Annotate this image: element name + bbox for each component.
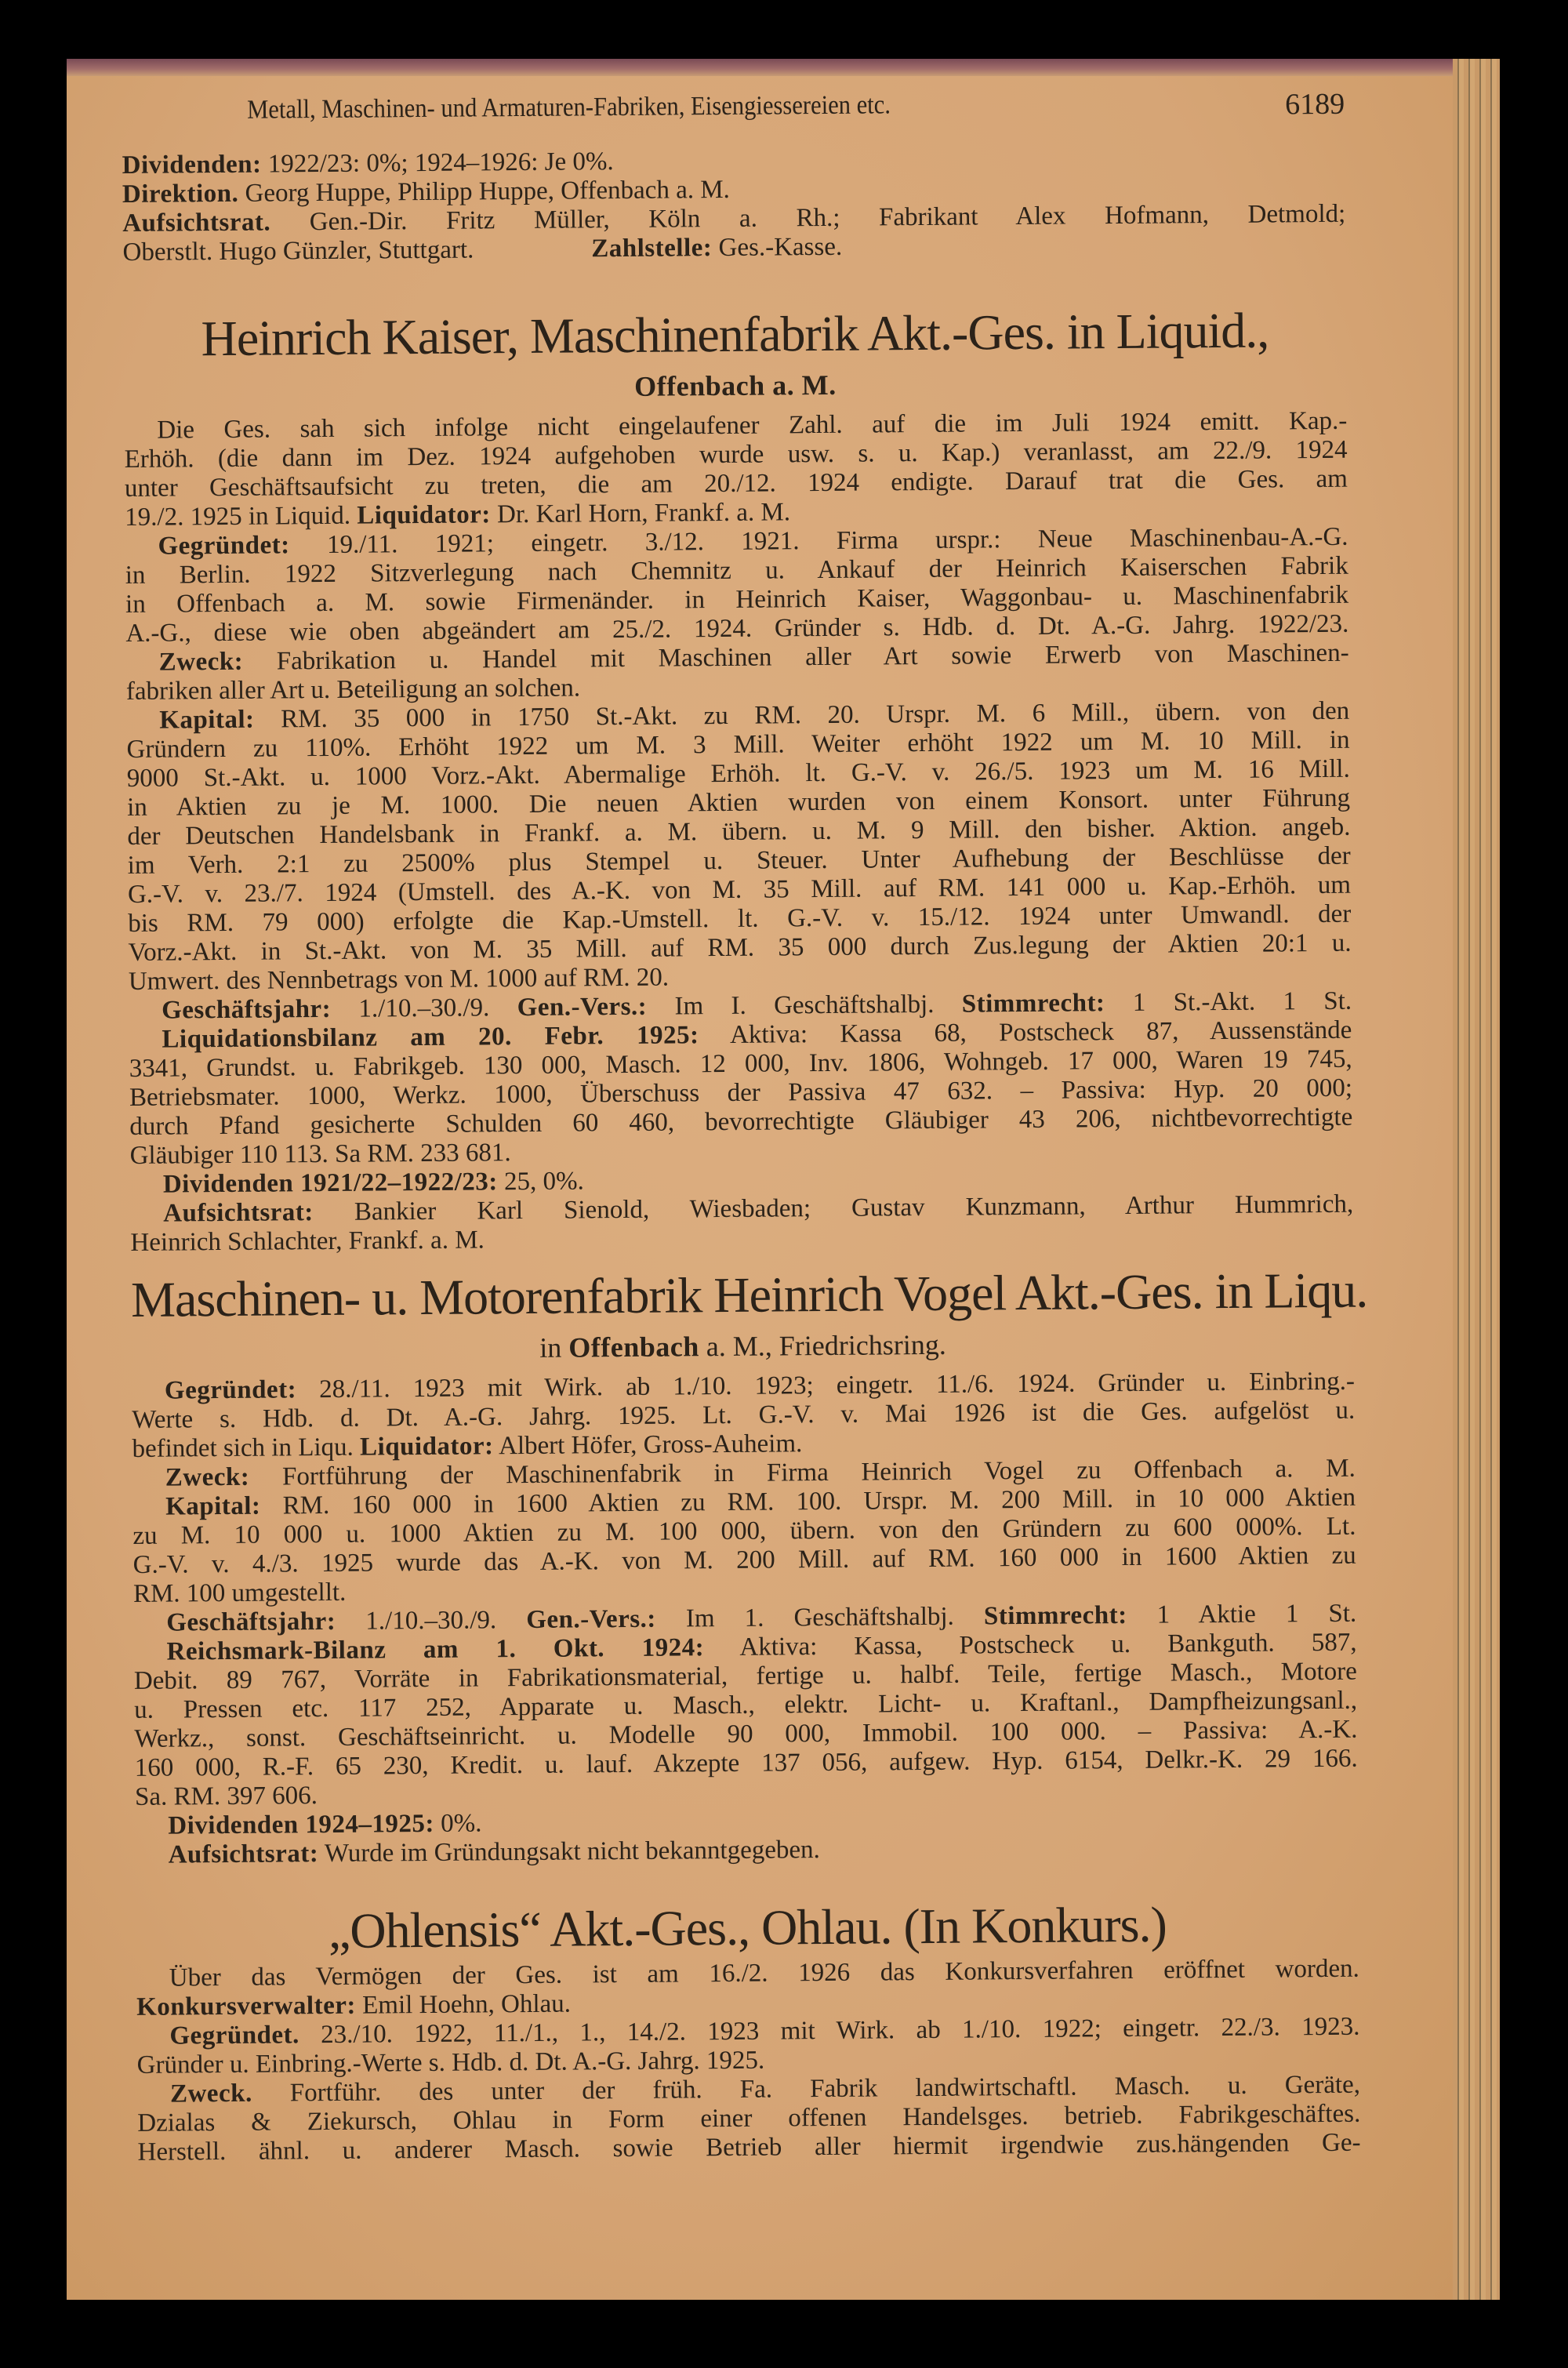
paragraph [126,639,1350,706]
field-label: Dividenden 1924–1925: [168,1809,435,1840]
text-segment: in Aktien zu je M. 1000. Die neuen Aktien wurden von einem Konsort. unter Führung [126,783,1351,822]
text-segment: u. Pressen etc. 117 252, Apparate u. Masch., elektr. Licht- u. Kraftanl., Dampfheizungsanl., [134,1686,1358,1724]
paragraph [136,2013,1360,2080]
text-segment: Gen.-Dir. Fritz Müller, Köln a. Rh.; Fabrikant Alex Hofmann, Detmold; [270,199,1346,237]
text-segment: Werkz., sonst. Geschäftseinricht. u. Modelle 90 000, Immobil. 100 000. – Passiva: A.-K. [134,1715,1358,1753]
text-segment: 160 000, R.-F. 65 230, Kredit. u. lauf. Akzepte 137 056, aufgew. Hyp. 6154, Delkr.-K. 29 166. [134,1744,1358,1782]
text-segment: G.-V. v. 23./7. 1924 (Umstell. des A.-K. von M. 35 Mill. auf RM. 141 000 u. Kap.-Erhöh. um [127,870,1352,909]
running-head [184,87,1345,151]
field-label: Zweck: [158,647,244,677]
text-segment: 1 St.-Akt. 1 St. [1105,986,1352,1018]
text-segment: Debit. 89 767, Vorräte in Fabrikationsmaterial, fertige u. halbf. Teile, fertige Masch., Motore [133,1657,1357,1695]
paragraph [130,1190,1354,1258]
field-label: Konkursverwalter: [136,1991,357,2021]
field-label: Reichsmark-Bilanz am 1. Okt. 1924: [166,1633,705,1666]
field-label: Dividenden: [122,150,262,180]
page-edges [1453,59,1500,2300]
text-segment: Fabrikation u. Handel mit Maschinen aller Art sowie Erwerb von Maschinen- [243,638,1349,676]
text-segment: 1./10.–30./9. [336,1606,527,1636]
field-label: Gen.-Vers.: [526,1604,656,1635]
field-label: Liquidationsbilanz am 20. Febr. 1925: [162,1021,699,1054]
text-segment: unter Geschäftsaufsicht zu treten, die am 20./12. 1924 endigte. Darauf trat die Ges. am [124,464,1348,503]
field-label: Geschäftsjahr: [166,1607,336,1637]
paragraph [124,407,1348,532]
field-label: Aufsichtsrat. [122,208,271,238]
text-segment: Georg Huppe, Philipp Huppe, Offenbach a. M. [238,175,731,208]
text-segment: Im I. Geschäftshalbj. [647,990,962,1021]
subtitle-segment: a. M., Friedrichsring. [699,1328,946,1363]
text-segment: Fortführung der Maschinenfabrik in Firma Heinrich Vogel zu Offenbach a. M. [249,1454,1356,1491]
text-segment: Vorz.-Akt. in St.-Akt. von M. 35 Mill. auf RM. 35 000 durch Zus.legung der Aktien 20:1 u. [128,928,1352,967]
text-segment: 1922/23: 0%; 1924–1926: Je 0%. [261,147,614,179]
field-label: Zahlstelle: [591,234,713,263]
text-segment: der Deutschen Handelsbank in Frankf. a. M. übern. u. M. 9 Mill. den bisher. Aktion. angeb. [127,812,1351,851]
field-label: Direktion. [122,179,239,209]
text-segment: bis RM. 79 000) erfolgte die Kap.-Umstell. lt. G.-V. v. 15./12. 1924 unter Umwandl. der [128,899,1352,938]
text-segment: 1./10.–30./9. [330,993,517,1023]
field-label: Gegründet: [164,1375,297,1405]
field-label: Kapital: [165,1491,261,1521]
text-segment: A.-G., diese wie oben abgeändert am 25./2. 1924. Gründer s. Hdb. d. Dt. A.-G. Jahrg. 1922/23. [125,609,1349,648]
paragraph [132,1484,1356,1609]
text-segment: in Berlin. 1922 Sitzverlegung nach Chemnitz u. Ankauf der Heinrich Kaiserschen Fabrik [125,551,1348,590]
field-label: Liquidator: [357,500,491,530]
section-heinrich-kaiser [123,299,1353,1258]
text-segment: 1 Aktie 1 St. [1127,1599,1357,1629]
text-segment: im Verh. 2:1 zu 2500% plus Stempel u. Steuer. Unter Aufhebung der Beschlüsse der [127,841,1351,880]
text-segment: Die Ges. sah sich infolge nicht eingelaufener Zahl. auf die im Juli 1924 emitt. Kap.- [157,406,1348,445]
text-segment: Wurde im Gründungsakt nicht bekanntgegeben. [318,1836,820,1869]
field-label: Aufsichtsrat: [168,1840,319,1869]
text-segment: Gründer u. Einbring.-Werte s. Hdb. d. Dt. A.-G. Jahrg. 1925. [136,2046,765,2079]
text-segment: Albert Höfer, Gross-Auheim. [493,1429,803,1461]
book-page [67,59,1500,2300]
running-head-title: Metall, Maschinen- und Armaturen-Fabriken, Eisengiessereien etc. [246,90,891,125]
field-label: Zweck: [165,1462,250,1492]
text-segment: fabriken aller Art u. Beteiligung an solchen. [125,674,581,706]
text-segment: befindet sich in Liqu. [132,1433,361,1463]
text-segment: Im 1. Geschäftshalbj. [655,1602,985,1633]
section-title: „Ohlensis“ Akt.-Ges., Ohlau. (In Konkurs.) [328,1896,1167,1959]
subtitle-segment: Offenbach a. M. [634,369,837,402]
text-segment: Fortführ. des unter der früh. Fa. Fabrik landwirtschaftl. Masch. u. Geräte, [252,2070,1361,2108]
text-segment: Dzialas & Ziekursch, Ohlau in Form einer offenen Handelsges. betrieb. Fabrikgeschäftes. [137,2099,1361,2137]
text-segment: 0%. [434,1809,482,1838]
section-ohlensis [136,1892,1361,2167]
binding-strip [67,59,1454,76]
text-segment: durch Pfand gesicherte Schulden 60 460, bevorrechtigte Gläubiger 43 206, nichtbevorrechtigte [129,1102,1353,1141]
text-segment: Gründern zu 110%. Erhöht 1922 um M. 3 Mill. Weiter erhöht 1922 um M. 10 Mill. in [126,725,1350,764]
text-segment: Aktiva: Kassa 68, Postscheck 87, Aussenstände [699,1015,1352,1050]
subtitle-segment: in [539,1331,569,1364]
paragraph [129,1016,1352,1171]
field-label: Zweck. [169,2079,252,2108]
text-segment: 19./11. 1921; eingetr. 3./12. 1921. Firma urspr.: Neue Maschinenbau-A.-G. [289,522,1348,560]
field-label: Geschäftsjahr: [162,994,332,1025]
text-segment: Emil Hoehn, Ohlau. [355,1989,572,2020]
text-segment: Ges.-Kasse. [712,232,843,263]
text-segment: RM. 35 000 in 1750 St.-Akt. zu RM. 20. Urspr. M. 6 Mill., übern. von den [254,696,1350,734]
text-segment: Sa. RM. 397 606. [134,1781,318,1811]
text-segment: G.-V. v. 4./3. 1925 wurde das A.-K. von M. 200 Mill. auf RM. 160 000 in 1600 Aktien zu [132,1541,1356,1579]
paragraph [132,1367,1356,1464]
text-segment: Heinrich Schlachter, Frankf. a. M. [130,1226,485,1257]
text-segment: 25, 0%. [497,1167,584,1197]
paragraph [126,697,1352,997]
text-segment: Werte s. Hdb. d. Dt. A.-G. Jahrg. 1925. Lt. G.-V. v. Mai 1926 ist die Ges. aufgelöst u. [132,1396,1356,1434]
field-label: Aufsichtsrat: [163,1198,314,1228]
text-segment: 23./10. 1922, 11./1., 1., 14./2. 1923 mit Wirk. ab 1./10. 1922; eingetr. 22./3. 1923. [299,2012,1360,2050]
text-segment: Betriebsmater. 1000, Werkz. 1000, Überschuss der Passiva 47 632. – Passiva: Hyp. 20 000; [129,1073,1353,1112]
text-segment: Herstell. ähnl. u. anderer Masch. sowie Betrieb aller hiermit irgendwie zus.hängenden Ge- [137,2128,1361,2166]
text-segment: RM. 160 000 in 1600 Aktien zu RM. 100. Urspr. M. 200 Mill. in 10 000 Aktien [260,1483,1356,1520]
field-label: Gegründet: [158,531,290,561]
text-segment: in Offenbach a. M. sowie Firmenänder. in Heinrich Kaiser, Waggonbau- u. Maschinenfabrik [125,580,1349,619]
text-segment: Über das Vermögen der Ges. ist am 16./2. 1926 das Konkursverfahren eröffnet worden. [169,1954,1359,1992]
field-label: Gen.-Vers.: [517,992,648,1022]
text-segment: Erhöh. (die dann im Dez. 1924 aufgehoben wurde usw. s. u. Kap.) veranlasst, am 22./9. 1924 [124,435,1348,474]
text-segment: Bankier Karl Sienold, Wiesbaden; Gustav Kunzmann, Arthur Hummrich, [313,1189,1354,1227]
text-segment: Aktiva: Kassa, Postscheck u. Bankguth. 587, [704,1628,1357,1662]
text-segment: Umwert. des Nennbetrags von M. 1000 auf RM. 20. [128,963,670,996]
page-number: 6189 [1284,87,1345,122]
text-segment: 3341, Grundst. u. Fabrikgeb. 130 000, Masch. 12 000, Inv. 1806, Wohngeb. 17 000, Waren 19 745, [129,1044,1352,1083]
text-segment: Oberstlt. Hugo Günzler, Stuttgart. [122,235,474,267]
section-continuation [122,142,1346,267]
text-segment: Dr. Karl Horn, Frankf. a. M. [490,498,791,529]
field-label: Liquidator: [359,1432,494,1462]
paragraph [122,200,1346,267]
field-label: Stimmrecht: [961,989,1105,1019]
section-title: Heinrich Kaiser, Maschinenfabrik Akt.-Ges. in Liquid., [201,302,1269,367]
text-segment: 9000 St.-Akt. u. 1000 Vorz.-Akt. Abermalige Erhöh. lt. G.-V. v. 26./5. 1923 um M. 16 Mill. [126,754,1350,793]
page-content [122,87,1368,2167]
text-segment: 28./11. 1923 mit Wirk. ab 1./10. 1923; eingetr. 11./6. 1924. Gründer u. Einbring.- [296,1367,1356,1404]
paragraph [125,523,1348,648]
text-segment: 19./2. 1925 in Liquid. [125,501,358,532]
text-segment: RM. 100 umgestellt. [132,1578,347,1608]
paragraph [137,2071,1361,2167]
text-segment: Gläubiger 110 113. Sa RM. 233 681. [129,1139,511,1170]
field-label: Stimmrecht: [983,1600,1127,1631]
field-label: Dividenden 1921/22–1922/23: [162,1168,498,1199]
section-heinrich-vogel [130,1259,1368,1870]
subtitle-segment: Offenbach [568,1331,699,1364]
field-label: Kapital: [159,705,255,735]
paragraph [133,1629,1358,1812]
field-label: Gegründet. [169,2021,299,2050]
text-segment: zu M. 10 000 u. 1000 Aktien zu M. 100 000, übern. von den Gründern zu 600 000%. Lt. [132,1512,1356,1550]
section-title: Maschinen- u. Motorenfabrik Heinrich Vogel Akt.-Ges. in Liqu. [130,1262,1368,1327]
